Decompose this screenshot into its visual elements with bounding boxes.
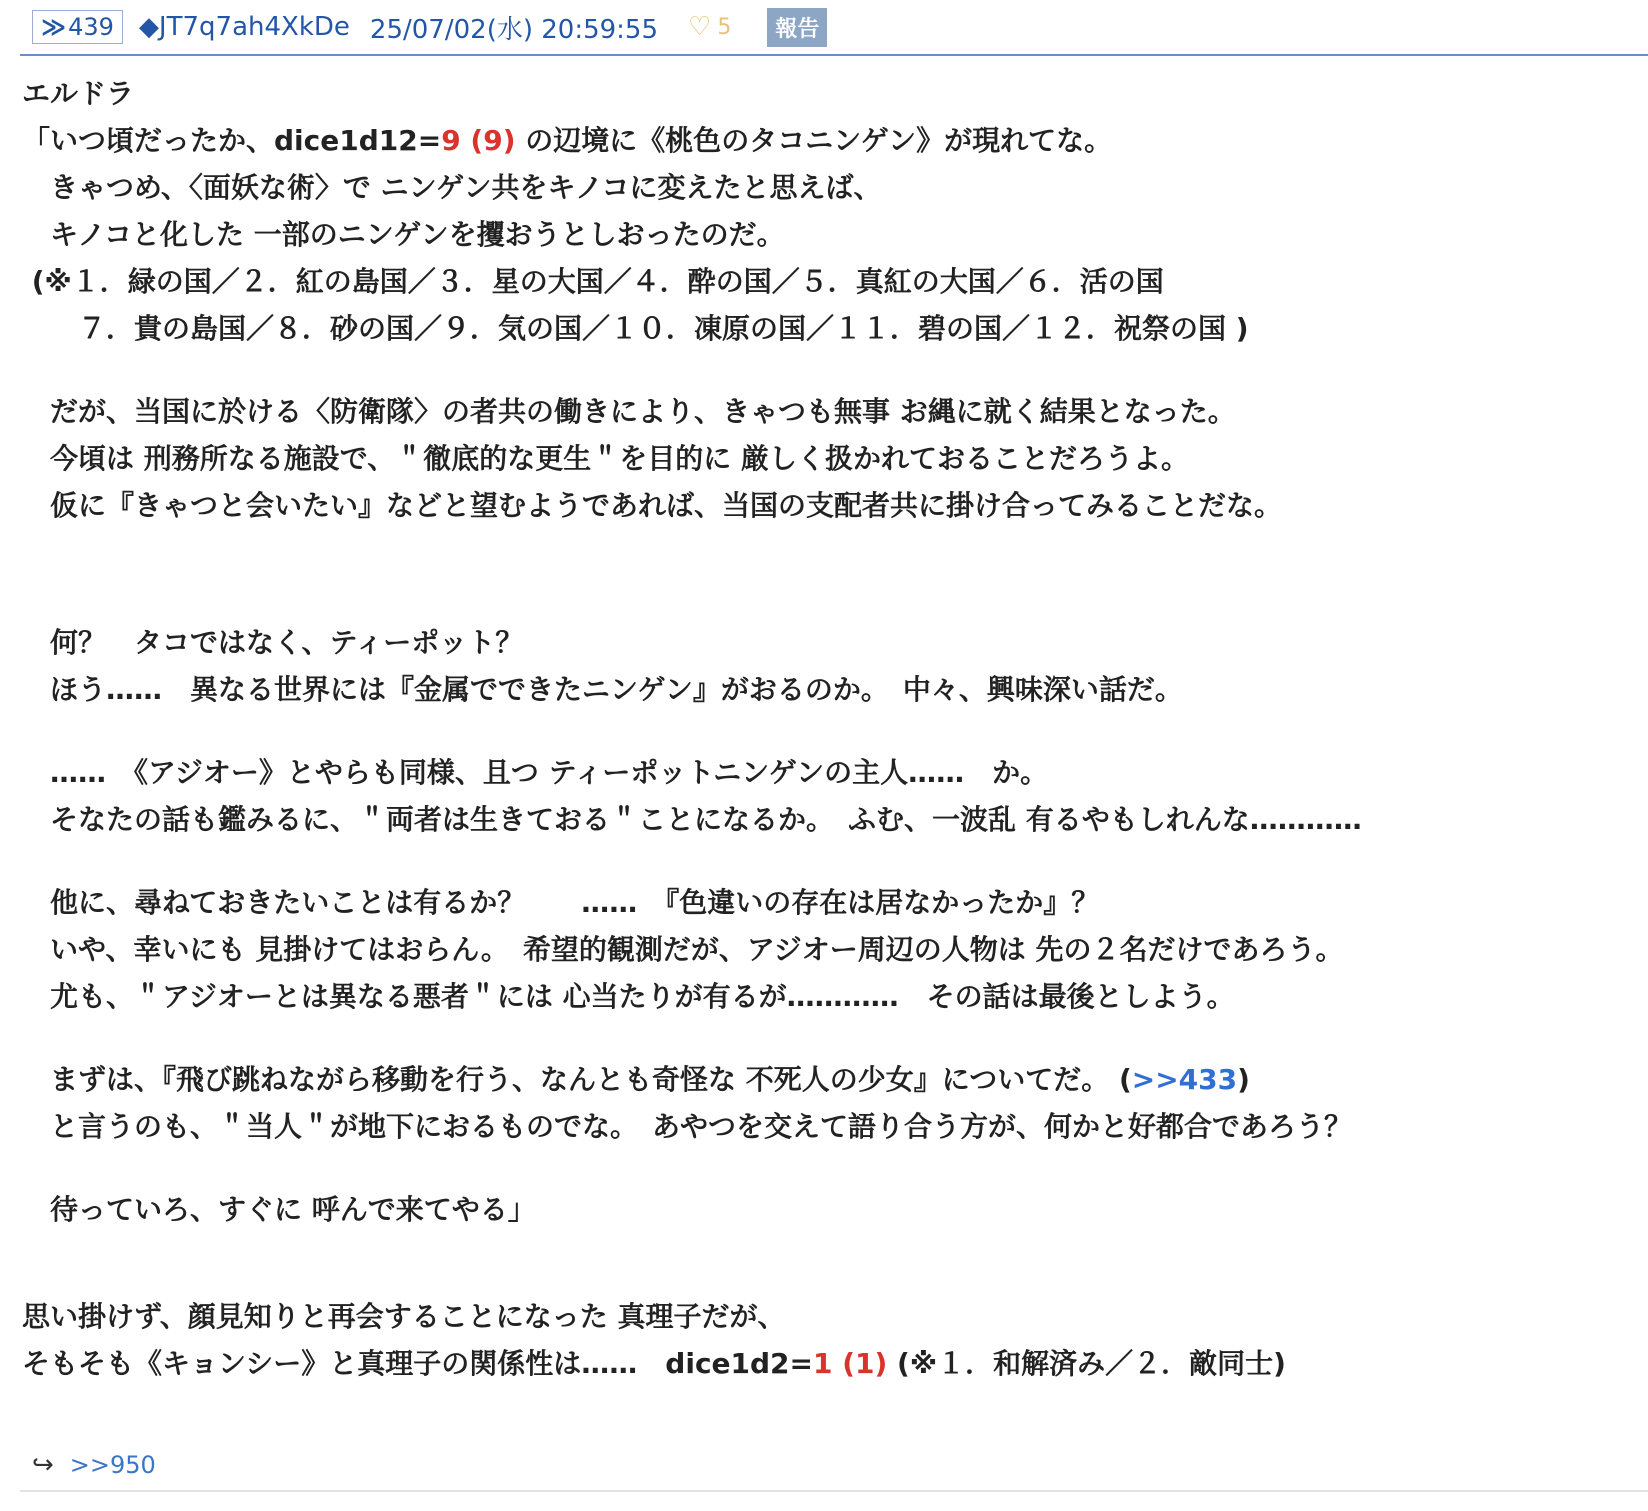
report-button[interactable]: 報告: [767, 8, 827, 47]
spacer: [22, 529, 1622, 619]
body-text: 「いつ頃だったか、dice1d12=: [22, 124, 442, 157]
body-line: エルドラ: [22, 77, 135, 110]
res-arrow: ≫: [41, 13, 67, 41]
spacer: [22, 352, 1622, 388]
body-text: そもそも《キョンシー》と真理子の関係性は…… dice1d2=: [22, 1347, 813, 1380]
reply-link[interactable]: >>950: [69, 1451, 156, 1479]
post-datetime: 25/07/02(水) 20:59:55: [369, 14, 659, 45]
body-line: だが、当国に於ける〈防衛隊〉の者共の働きにより、きゃつも無事 お縄に就く結果となった。: [22, 395, 1236, 428]
body-line: 待っていろ、すぐに 呼んで来てやる」: [22, 1193, 536, 1226]
body-text: の辺境に《桃色のタコニンゲン》が現れてな。: [515, 124, 1113, 157]
spacer: [22, 843, 1622, 879]
body-line: …… 《アジオー》とやらも同様、且つ ティーポットニンゲンの主人…… か。: [22, 756, 1049, 789]
body-line: [22, 117, 1622, 164]
poster-id[interactable]: ◆JT7q7ah4XkDe: [138, 12, 350, 42]
spacer: [22, 1020, 1622, 1056]
body-line: そなたの話も鑑みるに、＂両者は生きておる＂ことになるか。 ふむ、一波乱 有るやもしれんな…………: [22, 803, 1362, 836]
body-line: [22, 1056, 1622, 1103]
post-footer: [20, 1440, 1648, 1492]
spacer: [22, 713, 1622, 749]
spacer: [22, 1150, 1622, 1186]
res-number-button[interactable]: [32, 10, 123, 44]
body-line: いや、幸いにも 見掛けてはおらん。 希望的観測だが、アジオー周辺の人物は 先の２名だけであろう。: [22, 933, 1344, 966]
spacer: [22, 1233, 1622, 1293]
post-body: [22, 70, 1622, 1387]
res-number: 439: [68, 13, 114, 41]
post-header: [20, 0, 1648, 56]
body-line: 仮に『きゃつと会いたい』などと望むようであれば、当国の支配者共に掛け合ってみることだな。: [22, 489, 1283, 522]
dice-result: 9 (9): [441, 124, 516, 157]
anchor-link[interactable]: >>433: [1131, 1063, 1238, 1096]
like-button[interactable]: [688, 12, 731, 42]
body-text: まずは、『飛び跳ねながら移動を行う、なんとも奇怪な 不死人の少女』についてだ。 (: [22, 1063, 1132, 1096]
body-line: キノコと化した 一部のニンゲンを攫おうとしおったのだ。: [22, 218, 785, 251]
heart-icon: ♡: [688, 12, 712, 42]
body-line: 思い掛けず、顔見知りと再会することになった 真理子だが、: [22, 1300, 786, 1333]
body-line: 何？ タコではなく、ティーポット？: [22, 626, 524, 659]
dice-result: 1 (1): [813, 1347, 888, 1380]
body-text: ): [1237, 1063, 1250, 1096]
body-line: 今頃は 刑務所なる施設で、＂徹底的な更生＂を目的に 厳しく扱かれておることだろうよ。: [22, 442, 1189, 475]
body-line: 尤も、＂アジオーとは異なる悪者＂には 心当たりが有るが………… その話は最後としよう。: [22, 980, 1235, 1013]
body-line: きゃつめ、〈面妖な術〉で ニンゲン共をキノコに変えたと思えば、: [22, 171, 882, 204]
body-line: ７．貴の島国／８．砂の国／９．気の国／１０．凍原の国／１１．碧の国／１２．祝祭の国 ): [22, 312, 1249, 345]
body-line: [22, 1340, 1622, 1387]
body-line: ほう…… 異なる世界には『金属でできたニンゲン』がおるのか。 中々、興味深い話だ。: [22, 673, 1183, 706]
reply-arrow-icon[interactable]: ↩: [32, 1450, 54, 1480]
like-count: 5: [717, 14, 732, 40]
body-line: 他に、尋ねておきたいことは有るか？ …… 『色違いの存在は居なかったか』？: [22, 886, 1100, 919]
body-line: と言うのも、＂当人＂が地下におるものでな。 あやつを交えて語り合う方が、何かと好都合であろう？: [22, 1110, 1353, 1143]
body-line: (※１．緑の国／２．紅の島国／３．星の大国／４．酔の国／５．真紅の大国／６．活の国: [22, 265, 1164, 298]
body-text: (※１．和解済み／２．敵同士): [887, 1347, 1286, 1380]
